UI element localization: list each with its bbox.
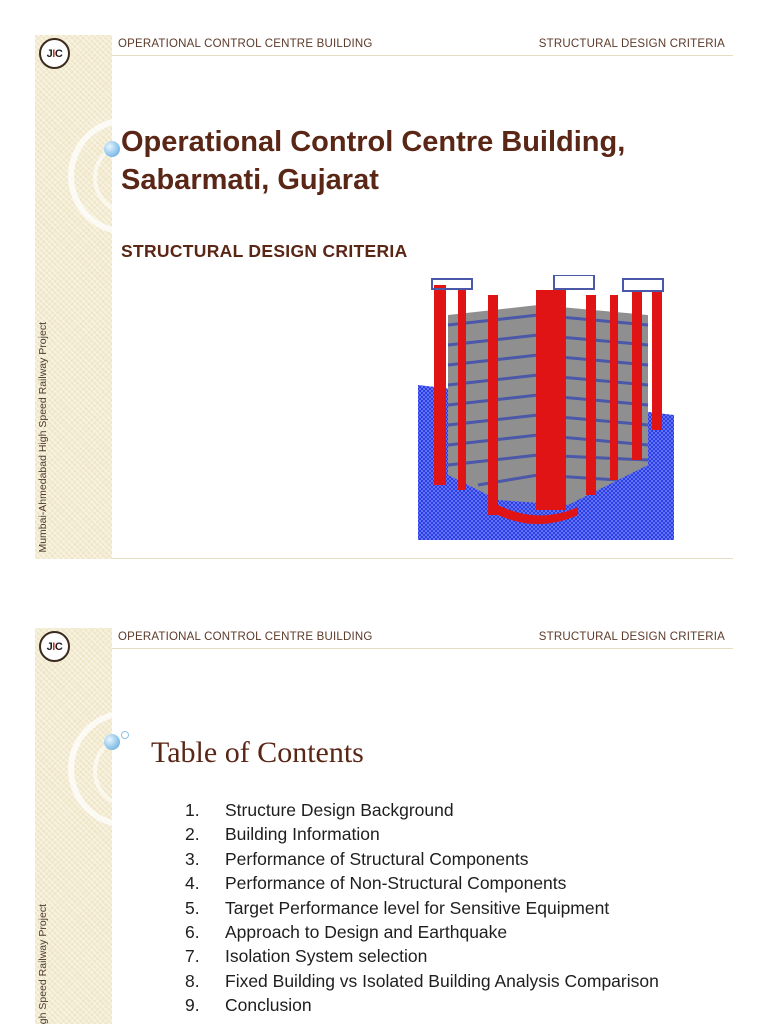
toc-item: 7. Isolation System selection <box>185 946 428 967</box>
side-strip <box>35 35 112 559</box>
toc-item: 1. Structure Design Background <box>185 800 454 820</box>
bullet-dot-icon <box>104 141 120 157</box>
toc-item: 5. Target Performance level for Sensitive Equipment <box>185 897 610 918</box>
bullet-dot-icon <box>104 734 120 750</box>
slide-table-of-contents <box>35 628 733 1024</box>
toc-item: 6. Approach to Design and Earthquake <box>185 921 508 942</box>
slide-footer-rule <box>112 558 733 559</box>
slide-title <box>35 35 733 559</box>
title-line-2: Sabarmati, Gujarat <box>121 164 379 196</box>
toc-title: Table of Contents <box>151 736 364 769</box>
toc-item: 4. Performance of Non-Structural Components <box>185 873 567 894</box>
jic-logo-icon: J I C <box>39 38 70 69</box>
toc-item: 2. Building Information <box>185 824 380 845</box>
building-structural-model-image <box>418 275 674 540</box>
toc-item: 9. Conclusion <box>185 995 312 1016</box>
slide-header <box>112 35 733 56</box>
jic-logo-icon: J I C <box>39 631 70 662</box>
title-line-1: Operational Control Centre Building, <box>121 126 626 158</box>
page-title <box>121 123 721 199</box>
toc-item: 8. Fixed Building vs Isolated Building Analysis Comparison <box>185 970 659 991</box>
header-section-name: STRUCTURAL DESIGN CRITERIA <box>538 631 725 643</box>
project-side-label: gh Speed Railway Project <box>37 903 49 1024</box>
slide-header <box>112 628 733 649</box>
small-circle-icon <box>121 731 129 739</box>
header-building-name: OPERATIONAL CONTROL CENTRE BUILDING <box>118 631 373 643</box>
project-side-label: Mumbai-Ahmedabad High Speed Railway Project <box>37 322 49 553</box>
toc-list <box>185 798 659 1018</box>
side-strip <box>35 628 112 1024</box>
header-section-name: STRUCTURAL DESIGN CRITERIA <box>538 38 725 50</box>
page-subtitle: STRUCTURAL DESIGN CRITERIA <box>121 241 408 261</box>
toc-item: 3. Performance of Structural Components <box>185 848 529 869</box>
header-building-name: OPERATIONAL CONTROL CENTRE BUILDING <box>118 38 373 50</box>
